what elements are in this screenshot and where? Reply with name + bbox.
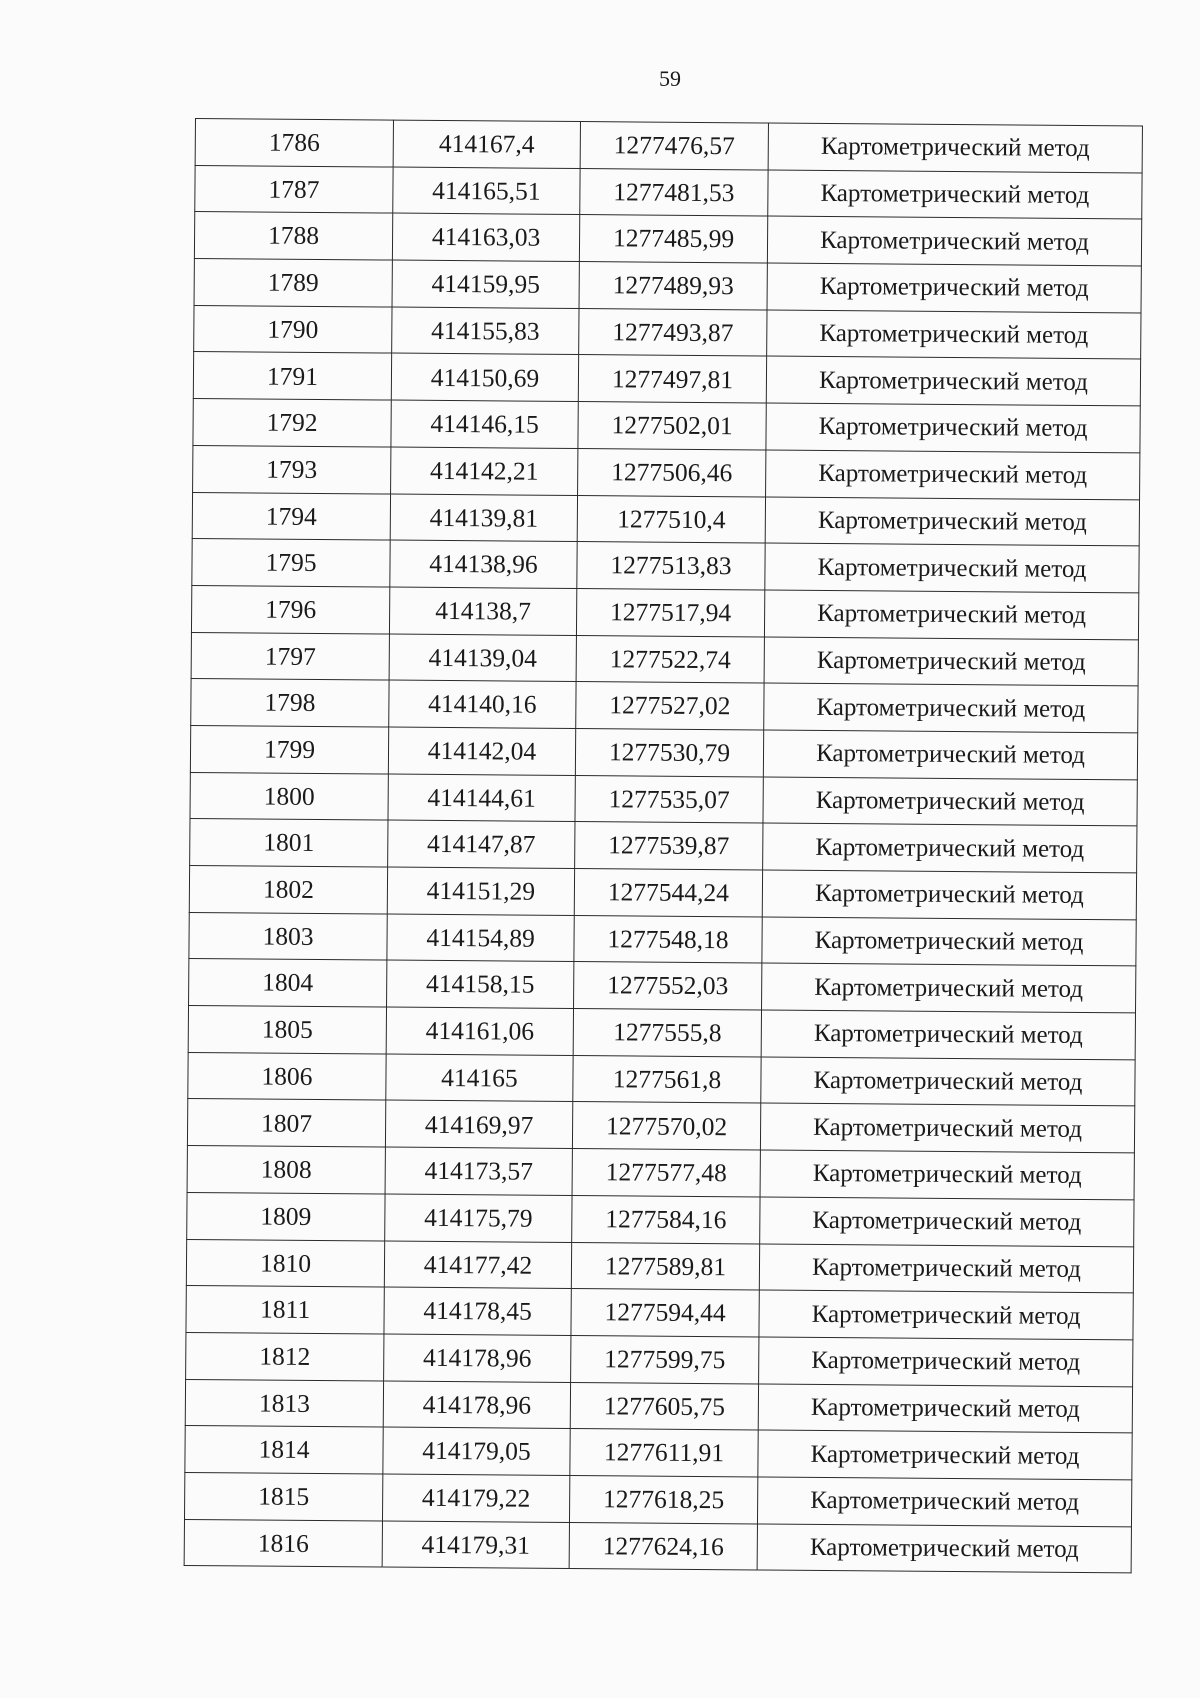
method-cell: Картометрический метод: [761, 1057, 1135, 1107]
y-coordinate-cell: 1277539,87: [575, 822, 763, 870]
method-cell: Картометрический метод: [767, 310, 1141, 360]
y-coordinate-cell: 1277489,93: [579, 262, 767, 310]
table-row: [185, 1379, 1132, 1433]
method-cell: Картометрический метод: [766, 356, 1140, 406]
table-row: [191, 585, 1138, 639]
method-cell: Картометрический метод: [764, 590, 1138, 640]
method-cell: Картометрический метод: [764, 683, 1138, 733]
table-row: [184, 1472, 1131, 1526]
point-number-cell: 1800: [190, 772, 388, 820]
x-coordinate-cell: 414165,51: [393, 167, 580, 215]
y-coordinate-cell: 1277584,16: [572, 1195, 760, 1243]
y-coordinate-cell: 1277552,03: [574, 962, 762, 1010]
method-cell: Картометрический метод: [758, 1430, 1132, 1480]
method-cell: Картометрический метод: [763, 777, 1137, 827]
point-number-cell: 1793: [193, 445, 391, 493]
y-coordinate-cell: 1277561,8: [573, 1055, 761, 1103]
x-coordinate-cell: 414154,89: [387, 914, 574, 962]
x-coordinate-cell: 414138,7: [389, 587, 576, 635]
table-row: [187, 1146, 1134, 1200]
method-cell: Картометрический метод: [761, 1010, 1135, 1060]
y-coordinate-cell: 1277517,94: [576, 588, 764, 636]
y-coordinate-cell: 1277548,18: [574, 915, 762, 963]
x-coordinate-cell: 414173,57: [385, 1147, 572, 1195]
method-cell: Картометрический метод: [767, 263, 1141, 313]
point-number-cell: 1810: [186, 1239, 384, 1287]
point-number-cell: 1796: [191, 585, 389, 633]
method-cell: Картометрический метод: [758, 1384, 1132, 1434]
y-coordinate-cell: 1277506,46: [578, 448, 766, 496]
method-cell: Картометрический метод: [765, 543, 1139, 593]
table-row: [185, 1426, 1132, 1480]
table-row: [187, 1099, 1134, 1153]
method-cell: Картометрический метод: [768, 123, 1142, 173]
x-coordinate-cell: 414159,95: [392, 260, 579, 308]
point-number-cell: 1815: [184, 1472, 382, 1520]
table-row: [193, 399, 1140, 453]
x-coordinate-cell: 414161,06: [386, 1007, 573, 1055]
point-number-cell: 1794: [192, 492, 390, 540]
point-number-cell: 1787: [195, 165, 393, 213]
y-coordinate-cell: 1277605,75: [570, 1382, 758, 1430]
method-cell: Картометрический метод: [766, 450, 1140, 500]
method-cell: Картометрический метод: [760, 1197, 1134, 1247]
y-coordinate-cell: 1277618,25: [569, 1475, 757, 1523]
table-row: [194, 259, 1141, 313]
table-row: [190, 819, 1137, 873]
table-row: [194, 305, 1141, 359]
point-number-cell: 1803: [189, 912, 387, 960]
point-number-cell: 1804: [189, 959, 387, 1007]
x-coordinate-cell: 414169,97: [385, 1100, 572, 1148]
x-coordinate-cell: 414163,03: [392, 213, 579, 261]
y-coordinate-cell: 1277510,4: [577, 495, 765, 543]
method-cell: Картометрический метод: [759, 1337, 1133, 1387]
method-cell: Картометрический метод: [763, 730, 1137, 780]
point-number-cell: 1797: [191, 632, 389, 680]
y-coordinate-cell: 1277535,07: [575, 775, 763, 823]
y-coordinate-cell: 1277476,57: [580, 122, 768, 170]
table-row: [186, 1286, 1133, 1340]
method-cell: Картометрический метод: [760, 1150, 1134, 1200]
method-cell: Картометрический метод: [759, 1290, 1133, 1340]
point-number-cell: 1812: [186, 1332, 384, 1380]
y-coordinate-cell: 1277570,02: [572, 1102, 760, 1150]
point-number-cell: 1799: [190, 725, 388, 773]
x-coordinate-cell: 414158,15: [387, 960, 574, 1008]
point-number-cell: 1808: [187, 1146, 385, 1194]
table-row: [194, 212, 1141, 266]
x-coordinate-cell: 414179,31: [382, 1521, 569, 1569]
y-coordinate-cell: 1277493,87: [579, 308, 767, 356]
y-coordinate-cell: 1277527,02: [576, 682, 764, 730]
x-coordinate-cell: 414142,21: [391, 447, 578, 495]
table-row: [192, 539, 1139, 593]
table-row: [184, 1519, 1131, 1573]
point-number-cell: 1802: [189, 865, 387, 913]
point-number-cell: 1792: [193, 399, 391, 447]
x-coordinate-cell: 414178,96: [384, 1334, 571, 1382]
method-cell: Картометрический метод: [766, 403, 1140, 453]
table-row: [189, 959, 1136, 1013]
y-coordinate-cell: 1277594,44: [571, 1289, 759, 1337]
table-row: [195, 119, 1142, 173]
method-cell: Картометрический метод: [763, 823, 1137, 873]
method-cell: Картометрический метод: [764, 637, 1138, 687]
x-coordinate-cell: 414140,16: [389, 680, 576, 728]
table-row: [195, 165, 1142, 219]
point-number-cell: 1788: [194, 212, 392, 260]
x-coordinate-cell: 414165: [386, 1054, 573, 1102]
method-cell: Картометрический метод: [762, 963, 1136, 1013]
point-number-cell: 1786: [195, 119, 393, 167]
x-coordinate-cell: 414138,96: [390, 540, 577, 588]
point-number-cell: 1795: [192, 539, 390, 587]
x-coordinate-cell: 414144,61: [388, 774, 575, 822]
coordinates-table: [184, 118, 1143, 1574]
point-number-cell: 1809: [187, 1192, 385, 1240]
method-cell: Картометрический метод: [757, 1477, 1131, 1527]
y-coordinate-cell: 1277577,48: [572, 1149, 760, 1197]
point-number-cell: 1813: [185, 1379, 383, 1427]
table-row: [190, 772, 1137, 826]
table-row: [190, 725, 1137, 779]
y-coordinate-cell: 1277555,8: [573, 1009, 761, 1057]
method-cell: Картометрический метод: [762, 870, 1136, 920]
method-cell: Картометрический метод: [759, 1243, 1133, 1293]
table-row: [193, 445, 1140, 499]
table-row: [192, 492, 1139, 546]
method-cell: Картометрический метод: [757, 1524, 1131, 1574]
x-coordinate-cell: 414167,4: [393, 120, 580, 168]
y-coordinate-cell: 1277481,53: [580, 168, 768, 216]
coordinates-table-body: [184, 119, 1142, 1574]
point-number-cell: 1790: [194, 305, 392, 353]
point-number-cell: 1789: [194, 259, 392, 307]
x-coordinate-cell: 414175,79: [385, 1194, 572, 1242]
point-number-cell: 1807: [187, 1099, 385, 1147]
table-row: [186, 1332, 1133, 1386]
method-cell: Картометрический метод: [765, 496, 1139, 546]
y-coordinate-cell: 1277502,01: [578, 402, 766, 450]
x-coordinate-cell: 414155,83: [392, 307, 579, 355]
x-coordinate-cell: 414179,05: [383, 1427, 570, 1475]
table-row: [189, 865, 1136, 919]
table-row: [191, 679, 1138, 733]
method-cell: Картометрический метод: [767, 216, 1141, 266]
y-coordinate-cell: 1277611,91: [570, 1429, 758, 1477]
x-coordinate-cell: 414150,69: [391, 353, 578, 401]
table-row: [189, 912, 1136, 966]
y-coordinate-cell: 1277513,83: [577, 542, 765, 590]
point-number-cell: 1805: [188, 1006, 386, 1054]
method-cell: Картометрический метод: [768, 170, 1142, 220]
table-row: [193, 352, 1140, 406]
point-number-cell: 1791: [193, 352, 391, 400]
x-coordinate-cell: 414139,81: [390, 494, 577, 542]
y-coordinate-cell: 1277589,81: [571, 1242, 759, 1290]
x-coordinate-cell: 414179,22: [382, 1474, 569, 1522]
y-coordinate-cell: 1277599,75: [571, 1335, 759, 1383]
y-coordinate-cell: 1277544,24: [574, 869, 762, 917]
y-coordinate-cell: 1277624,16: [569, 1522, 757, 1570]
point-number-cell: 1811: [186, 1286, 384, 1334]
y-coordinate-cell: 1277530,79: [575, 728, 763, 776]
x-coordinate-cell: 414178,96: [383, 1381, 570, 1429]
point-number-cell: 1798: [191, 679, 389, 727]
x-coordinate-cell: 414178,45: [384, 1287, 571, 1335]
method-cell: Картометрический метод: [760, 1103, 1134, 1153]
table-row: [188, 1006, 1135, 1060]
x-coordinate-cell: 414151,29: [387, 867, 574, 915]
y-coordinate-cell: 1277485,99: [579, 215, 767, 263]
point-number-cell: 1806: [188, 1052, 386, 1100]
y-coordinate-cell: 1277522,74: [576, 635, 764, 683]
table-row: [188, 1052, 1135, 1106]
point-number-cell: 1816: [184, 1519, 382, 1567]
point-number-cell: 1801: [190, 819, 388, 867]
table-row: [191, 632, 1138, 686]
y-coordinate-cell: 1277497,81: [578, 355, 766, 403]
x-coordinate-cell: 414147,87: [388, 820, 575, 868]
page-number: 59: [659, 66, 681, 91]
table-row: [187, 1192, 1134, 1246]
x-coordinate-cell: 414139,04: [389, 634, 576, 682]
x-coordinate-cell: 414177,42: [384, 1241, 571, 1289]
table-row: [186, 1239, 1133, 1293]
point-number-cell: 1814: [185, 1426, 383, 1474]
method-cell: Картометрический метод: [762, 917, 1136, 967]
x-coordinate-cell: 414142,04: [388, 727, 575, 775]
x-coordinate-cell: 414146,15: [391, 400, 578, 448]
